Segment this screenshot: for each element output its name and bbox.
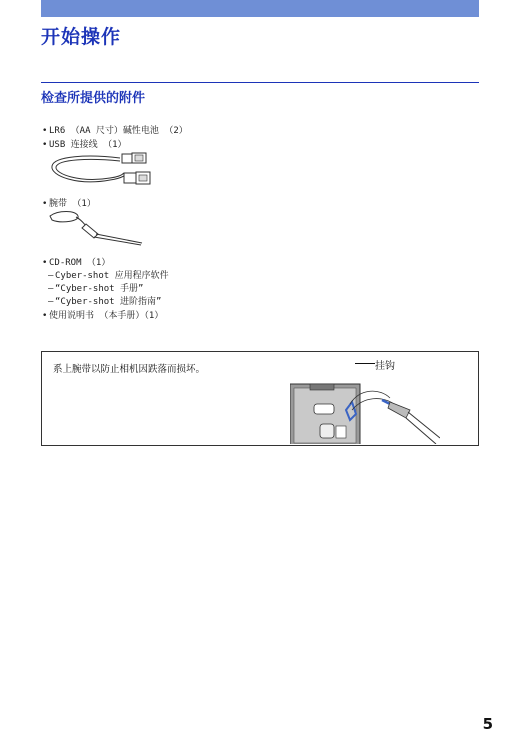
list-item-usb-cable xyxy=(42,137,127,150)
bullet: • xyxy=(42,126,48,136)
list-item-text: CD-ROM （1） xyxy=(49,258,111,268)
list-item-text: USB 连接线 （1） xyxy=(49,140,127,150)
page-title: 开始操作 xyxy=(41,26,122,48)
page-number: 5 xyxy=(482,715,493,733)
strap-note-box xyxy=(41,351,479,446)
dash: – xyxy=(48,284,54,294)
dash: – xyxy=(48,297,54,307)
list-item-text: LR6 （AA 尺寸）碱性电池 （2） xyxy=(49,126,188,136)
camera-strap-illustration xyxy=(290,374,440,444)
bullet: • xyxy=(42,258,48,268)
usb-cable-illustration xyxy=(48,152,158,192)
list-subitem-software xyxy=(48,268,169,281)
list-subitem-handbook xyxy=(48,281,143,294)
hook-callout-label: 挂钩 xyxy=(375,361,395,372)
bullet: • xyxy=(42,199,48,209)
list-item-text: “Cyber-shot 手册” xyxy=(55,284,144,294)
list-item-text: Cyber-shot 应用程序软件 xyxy=(55,271,169,281)
strap-note-text: 系上腕带以防止相机因跌落而损坏。 xyxy=(53,364,206,375)
list-subitem-advanced-guide xyxy=(48,294,161,307)
list-item-batteries xyxy=(42,123,188,136)
section-heading: 检查所提供的附件 xyxy=(41,91,146,106)
list-item-manual xyxy=(42,308,163,321)
header-color-bar xyxy=(41,0,479,17)
bullet: • xyxy=(42,140,48,150)
list-item-text: 腕带 （1） xyxy=(49,199,96,209)
dash: – xyxy=(48,271,54,281)
list-item-cd-rom xyxy=(42,255,110,268)
list-item-text: 使用说明书 （本手册）（1） xyxy=(49,311,164,321)
bullet: • xyxy=(42,311,48,321)
section-divider xyxy=(41,82,479,83)
callout-leader-line xyxy=(355,363,375,364)
list-item-text: “Cyber-shot 进阶指南” xyxy=(55,297,162,307)
wrist-strap-illustration xyxy=(48,208,148,248)
